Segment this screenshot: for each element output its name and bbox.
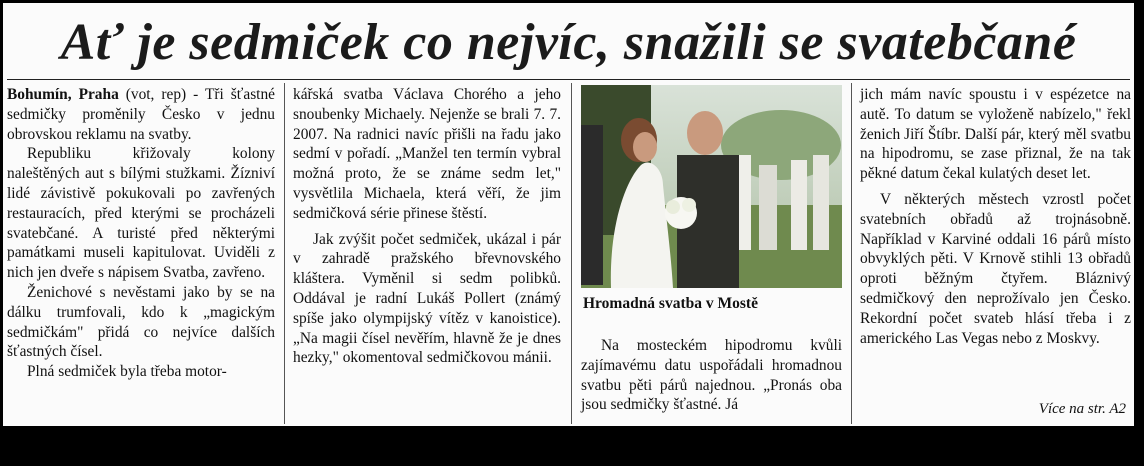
wedding-photo (581, 85, 842, 288)
headline: Ať je sedmiček co nejvíc, snažili se svatebčané (60, 14, 1077, 71)
paragraph: Jak zvýšit počet sedmiček, ukázal i pár v zahradě pražského břevnovského kláštera. Vyměnil si sedm polibků. Oddával je radní Lukáš Pollert (známý spíše jako olympijský vítěz v kanoistice). „Na magii čísel nevěřím, hlavně že je dnes hezky," okomentoval sedmičkovou mánii. (293, 230, 561, 367)
column-1 (7, 85, 275, 382)
headline-rule (7, 79, 1130, 80)
paragraph: V některých městech vzrostl počet svatebních obřadů až trojnásobně. Například v Karviné oddali 16 párů místo obvyklých pěti. V Krnově stihli 13 obřadů oproti běžným čtyřem. Bláznivý sedmičkový den neprožívalo jen Česko. Rekordní počet svateb hlásí třeba i z amerického Las Vegas nebo z Moskvy. (860, 190, 1131, 347)
continued-reference: Více na str. A2 (1038, 401, 1126, 417)
paragraph: Republiku křižovaly kolony naleštěných aut s bílými stužkami. Žízniví lidé závistivě pokukovali po zavřených restauracích, před kterými se procházeli svatebčané. A turisté před některými památkami museli kapitulovat. Uviděli z nich jen dveře s nápisem Svatba, zavřeno. (7, 145, 275, 282)
dateline: Bohumín, Praha (7, 86, 119, 103)
paragraph: (vot, rep) - Tři šťastné sedmičky proměnily Česko v jednu obrovskou reklamu na svatby. (7, 86, 275, 143)
paragraph: kářská svatba Václava Chorého a jeho snoubenky Michaely. Nejenže se brali 7. 7. 2007. Na radnici navíc přišli na řadu jako sedmí v pořadí. „Manžel ten termín vybral možná proto, že se známe sedm let," vysvětlila Michaela, která věří, že jim sedmičková série přinese štěstí. (293, 86, 561, 222)
column-4 (860, 85, 1131, 348)
column-3 (581, 336, 842, 415)
column-2 (293, 85, 561, 368)
column-divider (284, 83, 285, 424)
photo-caption: Hromadná svatba v Mostě (583, 295, 758, 312)
paragraph: jich mám navíc spoustu i v espézetce na autě. To datum se vyloženě nabízelo," řekl ženich Jiří Štíbr. Další pár, který měl svatbu na hipodromu, se zase přiznal, že na tak pěkné datum čekal kulatých deset let. (860, 86, 1131, 183)
paragraph: Ženichové s nevěstami jako by se na dálku trumfovali, kdo k „magickým sedmičkám" přidá co nejvíce dalších šťastných čísel. (7, 283, 275, 361)
paragraph: Na mosteckém hipodromu kvůli zajímavému datu uspořádali hromadnou svatbu pěti párů najednou. „Pronás oba jsou sedmičky šťastné. Já (581, 337, 842, 414)
column-divider (571, 83, 572, 424)
wedding-photo-image (581, 85, 842, 288)
column-divider (851, 83, 852, 424)
newspaper-clipping (3, 3, 1134, 426)
paragraph: Plná sedmiček byla třeba motor- (27, 363, 227, 381)
